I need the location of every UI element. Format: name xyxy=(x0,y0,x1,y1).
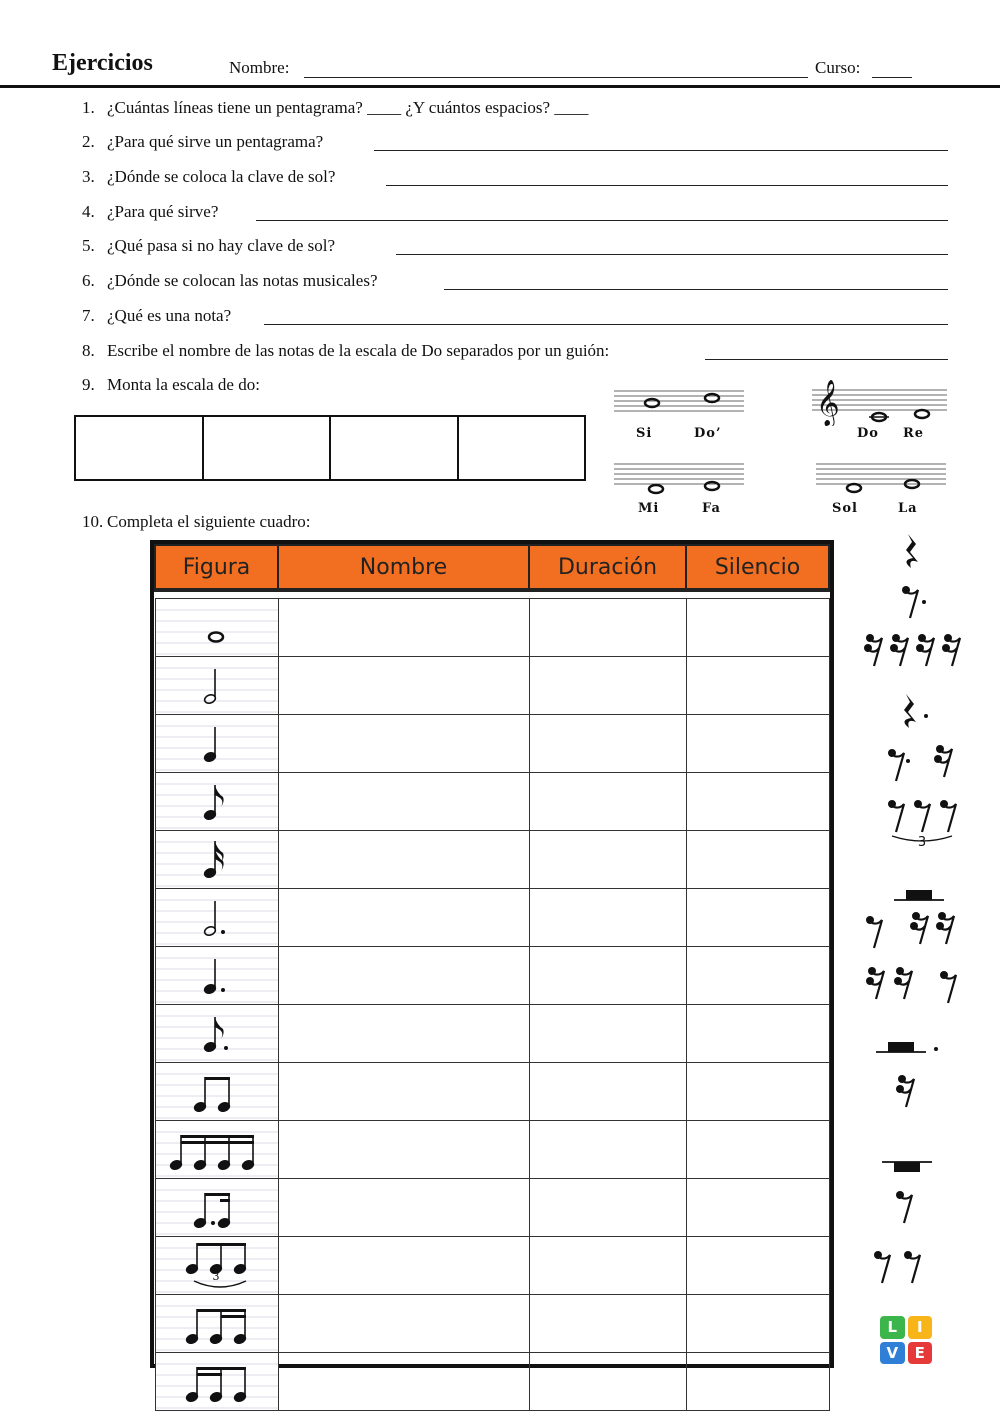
silencio-cell[interactable] xyxy=(686,889,829,947)
answer-line-5[interactable] xyxy=(396,254,948,255)
staff-label-la: La xyxy=(898,501,918,516)
dotted-eighth-sixteenth-icon xyxy=(155,1179,278,1237)
duracion-cell[interactable] xyxy=(529,657,686,715)
table-row xyxy=(155,1295,829,1353)
nombre-cell[interactable] xyxy=(278,1179,529,1237)
question-4: 4. ¿Para qué sirve? xyxy=(82,202,219,221)
scale-box-cell[interactable] xyxy=(204,417,332,479)
nombre-cell[interactable] xyxy=(278,1063,529,1121)
silencio-cell[interactable] xyxy=(686,1295,829,1353)
dotted-half-rest-icon xyxy=(856,1022,981,1072)
table-row xyxy=(155,773,829,831)
whole-note-icon xyxy=(705,482,719,490)
eighth-rest-icon xyxy=(856,1185,981,1235)
sixteenth-rest-icon xyxy=(856,1075,981,1125)
scale-box-cell[interactable] xyxy=(459,417,585,479)
question-3: 3. ¿Dónde se coloca la clave de sol? xyxy=(82,167,336,186)
table-row xyxy=(155,1353,829,1411)
two-eighth-rests-icon xyxy=(856,1245,981,1295)
eighth-two-sixteenth-rests-icon xyxy=(856,910,981,960)
name-label: Nombre: xyxy=(229,58,290,77)
table-row xyxy=(155,599,829,657)
whole-note-icon xyxy=(705,394,719,402)
staff-do-re xyxy=(812,376,947,426)
silencio-cell[interactable] xyxy=(686,947,829,1005)
dotted-eighth-note-icon xyxy=(155,1005,278,1063)
question-2: 2. ¿Para qué sirve un pentagrama? xyxy=(82,132,324,151)
whole-note-icon xyxy=(847,484,861,492)
course-field[interactable] xyxy=(872,77,912,78)
question-6: 6. ¿Dónde se colocan las notas musicales? xyxy=(82,271,378,290)
answer-line-2[interactable] xyxy=(374,150,948,151)
duracion-cell[interactable] xyxy=(529,1237,686,1295)
staff-label-do: Do xyxy=(857,426,879,441)
table-row xyxy=(155,831,829,889)
whole-note-icon xyxy=(645,399,659,407)
duracion-cell[interactable] xyxy=(529,1005,686,1063)
question-5: 5. ¿Qué pasa si no hay clave de sol? xyxy=(82,236,335,255)
question-9: 9. Monta la escala de do: xyxy=(82,375,260,394)
duracion-cell[interactable] xyxy=(529,715,686,773)
silencio-cell[interactable] xyxy=(686,831,829,889)
staff-label-si: Si xyxy=(636,426,653,441)
logo-letter: E xyxy=(908,1342,933,1365)
answer-line-8[interactable] xyxy=(705,359,948,360)
duracion-cell[interactable] xyxy=(529,889,686,947)
triplet-label: 3 xyxy=(212,1270,219,1283)
nombre-cell[interactable] xyxy=(278,1353,529,1411)
duracion-cell[interactable] xyxy=(529,1179,686,1237)
silencio-cell[interactable] xyxy=(686,1005,829,1063)
answer-line-7[interactable] xyxy=(264,324,948,325)
svg-text:3: 3 xyxy=(917,835,927,850)
table-row xyxy=(155,715,829,773)
figures-table xyxy=(150,540,834,1368)
duracion-cell[interactable] xyxy=(529,1121,686,1179)
question-10: 10. Completa el siguiente cuadro: xyxy=(82,512,311,531)
column-header-nombre: Nombre xyxy=(278,545,529,590)
nombre-cell[interactable] xyxy=(278,1121,529,1179)
header-divider xyxy=(0,85,1000,88)
question-7: 7. ¿Qué es una nota? xyxy=(82,306,232,325)
four-sixteenth-notes-icon xyxy=(155,1121,278,1179)
two-sixteenths-eighth-icon xyxy=(155,1353,278,1411)
staff-label-sol: Sol xyxy=(832,501,858,516)
dotted-half-note-icon xyxy=(155,889,278,947)
nombre-cell[interactable] xyxy=(278,831,529,889)
silencio-cell[interactable] xyxy=(686,1121,829,1179)
duracion-cell[interactable] xyxy=(529,947,686,1005)
logo-letter: I xyxy=(908,1316,933,1339)
nombre-cell[interactable] xyxy=(278,889,529,947)
table-row xyxy=(155,657,829,715)
two-eighth-notes-icon xyxy=(155,1063,278,1121)
eighth-note-triplet-icon xyxy=(155,1237,278,1295)
duracion-cell[interactable] xyxy=(529,1063,686,1121)
nombre-cell[interactable] xyxy=(278,657,529,715)
silencio-cell[interactable] xyxy=(686,657,829,715)
silencio-cell[interactable] xyxy=(686,1063,829,1121)
staff-si-do xyxy=(614,385,744,420)
staff-sol-la xyxy=(816,460,946,498)
nombre-cell[interactable] xyxy=(278,1295,529,1353)
scale-box-cell[interactable] xyxy=(331,417,459,479)
course-label: Curso: xyxy=(815,58,861,77)
table-row xyxy=(155,947,829,1005)
eighth-rest-triplet-icon xyxy=(856,800,981,850)
duracion-cell[interactable] xyxy=(529,831,686,889)
eighth-note-icon xyxy=(155,773,278,831)
staff-label-fa: Fa xyxy=(702,501,721,516)
dotted-quarter-rest-icon xyxy=(856,690,981,740)
column-header-figura: Figura xyxy=(155,545,278,590)
nombre-cell[interactable] xyxy=(278,715,529,773)
table-row xyxy=(155,1121,829,1179)
column-header-duracion: Duración xyxy=(529,545,686,590)
quarter-note-icon xyxy=(155,715,278,773)
sixteenth-note-icon xyxy=(155,831,278,889)
nombre-cell[interactable] xyxy=(278,773,529,831)
whole-rest-icon xyxy=(856,1140,981,1190)
scale-box-cell[interactable] xyxy=(76,417,204,479)
table-row xyxy=(155,1237,829,1295)
question-8: 8. Escribe el nombre de las notas de la escala de Do separados por un guión: xyxy=(82,341,610,360)
duracion-cell[interactable] xyxy=(529,599,686,657)
duracion-cell[interactable] xyxy=(529,773,686,831)
liveworksheets-logo xyxy=(880,1316,932,1364)
silencio-cell[interactable] xyxy=(686,1237,829,1295)
nombre-cell[interactable] xyxy=(278,1237,529,1295)
staff-label-do-high: Do’ xyxy=(694,426,722,441)
answer-line-3[interactable] xyxy=(386,185,948,186)
whole-note-icon xyxy=(915,410,929,418)
staff-mi-fa xyxy=(614,460,744,498)
page-title: Ejercicios xyxy=(52,50,153,76)
dotted-quarter-note-icon xyxy=(155,947,278,1005)
four-sixteenth-rests-icon xyxy=(856,632,981,682)
nombre-cell[interactable] xyxy=(278,947,529,1005)
table-row xyxy=(155,1005,829,1063)
quarter-rest-icon xyxy=(856,530,981,580)
nombre-cell[interactable] xyxy=(278,1005,529,1063)
duracion-cell[interactable] xyxy=(529,1353,686,1411)
duracion-cell[interactable] xyxy=(529,1295,686,1353)
scale-boxes xyxy=(74,415,586,481)
two-sixteenth-eighth-rests-icon xyxy=(856,965,981,1015)
answer-line-6[interactable] xyxy=(444,289,948,290)
treble-clef-icon: 𝄞 xyxy=(816,380,840,426)
name-field[interactable] xyxy=(304,77,808,78)
answer-line-4[interactable] xyxy=(256,220,948,221)
silencio-cell[interactable] xyxy=(686,773,829,831)
logo-letter: V xyxy=(880,1342,905,1365)
half-note-icon xyxy=(155,657,278,715)
column-header-silencio: Silencio xyxy=(686,545,829,590)
dotted-eighth-rest-icon xyxy=(856,580,981,630)
silencio-cell[interactable] xyxy=(686,715,829,773)
staff-label-re: Re xyxy=(903,426,925,441)
table-row xyxy=(155,1179,829,1237)
logo-letter: L xyxy=(880,1316,905,1339)
silencio-cell[interactable] xyxy=(686,1353,829,1411)
table-row xyxy=(155,1063,829,1121)
eighth-two-sixteenths-icon xyxy=(155,1295,278,1353)
whole-note-icon xyxy=(155,599,278,657)
nombre-cell[interactable] xyxy=(278,599,529,657)
silencio-cell[interactable] xyxy=(686,599,829,657)
silencio-cell[interactable] xyxy=(686,1179,829,1237)
whole-note-icon xyxy=(649,485,663,493)
question-1: 1. ¿Cuántas líneas tiene un pentagrama? ____ ¿Y cuántos espacios? ____ xyxy=(82,98,589,117)
table-row xyxy=(155,889,829,947)
dotted-eighth-sixteenth-rest-icon xyxy=(856,743,981,793)
staff-label-mi: Mi xyxy=(638,501,660,516)
